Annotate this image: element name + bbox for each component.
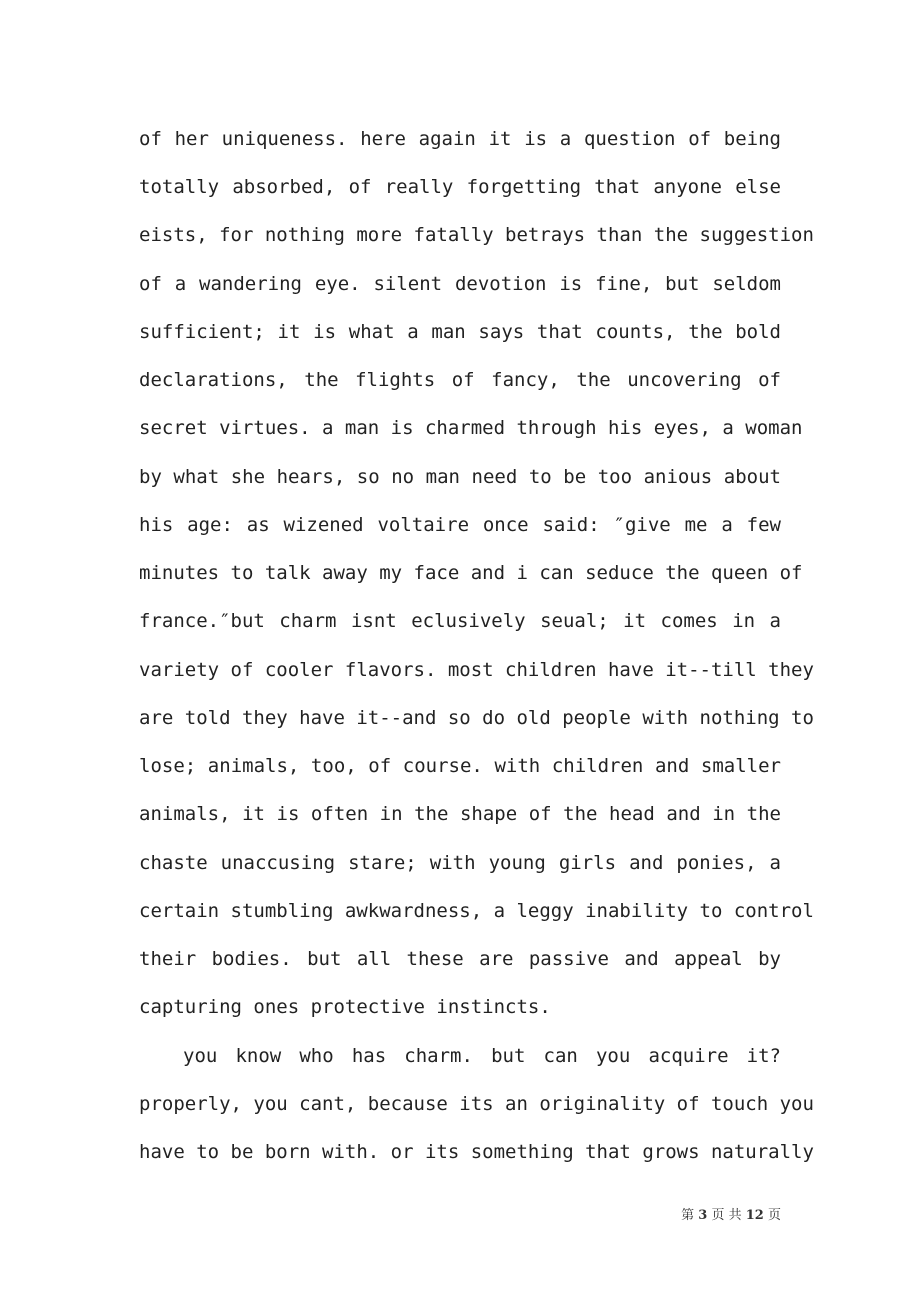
text-line: chaste unaccusing stare; with young girls and ponies, a — [139, 852, 781, 874]
text-line: lose; animals, too, of course. with children and smaller — [139, 755, 781, 777]
page-number-footer — [560, 1206, 781, 1226]
footer-middle: 页 共 — [711, 1208, 742, 1223]
text-line: have to be born with. or its something that grows naturally — [139, 1141, 814, 1163]
text-line: their bodies. but all these are passive and appeal by — [139, 948, 781, 970]
text-line: certain stumbling awkwardness, a leggy inability to control — [139, 900, 814, 922]
current-page-number: 3 — [698, 1208, 708, 1223]
footer-prefix: 第 — [681, 1208, 695, 1223]
text-line: france.″but charm isnt eclusively seual; it comes in a — [139, 610, 781, 632]
text-line: eists, for nothing more fatally betrays than the suggestion — [139, 224, 814, 246]
text-line: properly, you cant, because its an originality of touch you — [139, 1093, 814, 1115]
total-pages-number: 12 — [745, 1208, 764, 1223]
text-line: of a wandering eye. silent devotion is fine, but seldom — [139, 273, 781, 295]
text-line: his age: as wizened voltaire once said: ″give me a few — [139, 514, 781, 536]
text-line: you know who has charm. but can you acquire it? — [183, 1045, 781, 1067]
text-line: declarations, the flights of fancy, the uncovering of — [139, 369, 781, 391]
text-line: sufficient; it is what a man says that counts, the bold — [139, 321, 781, 343]
text-line: are told they have it--and so do old people with nothing to — [139, 707, 814, 729]
text-line: secret virtues. a man is charmed through his eyes, a woman — [139, 417, 803, 439]
footer-suffix: 页 — [767, 1208, 781, 1223]
text-line: by what she hears, so no man need to be too anious about — [139, 466, 781, 488]
text-line: minutes to talk away my face and i can seduce the queen of — [139, 562, 803, 584]
text-line: of her uniqueness. here again it is a question of being — [139, 128, 781, 150]
text-line: totally absorbed, of really forgetting that anyone else — [139, 176, 781, 198]
text-line: variety of cooler flavors. most children have it--till they — [139, 659, 814, 681]
text-line: animals, it is often in the shape of the head and in the — [139, 803, 781, 825]
text-line: capturing ones protective instincts. — [139, 996, 551, 1018]
